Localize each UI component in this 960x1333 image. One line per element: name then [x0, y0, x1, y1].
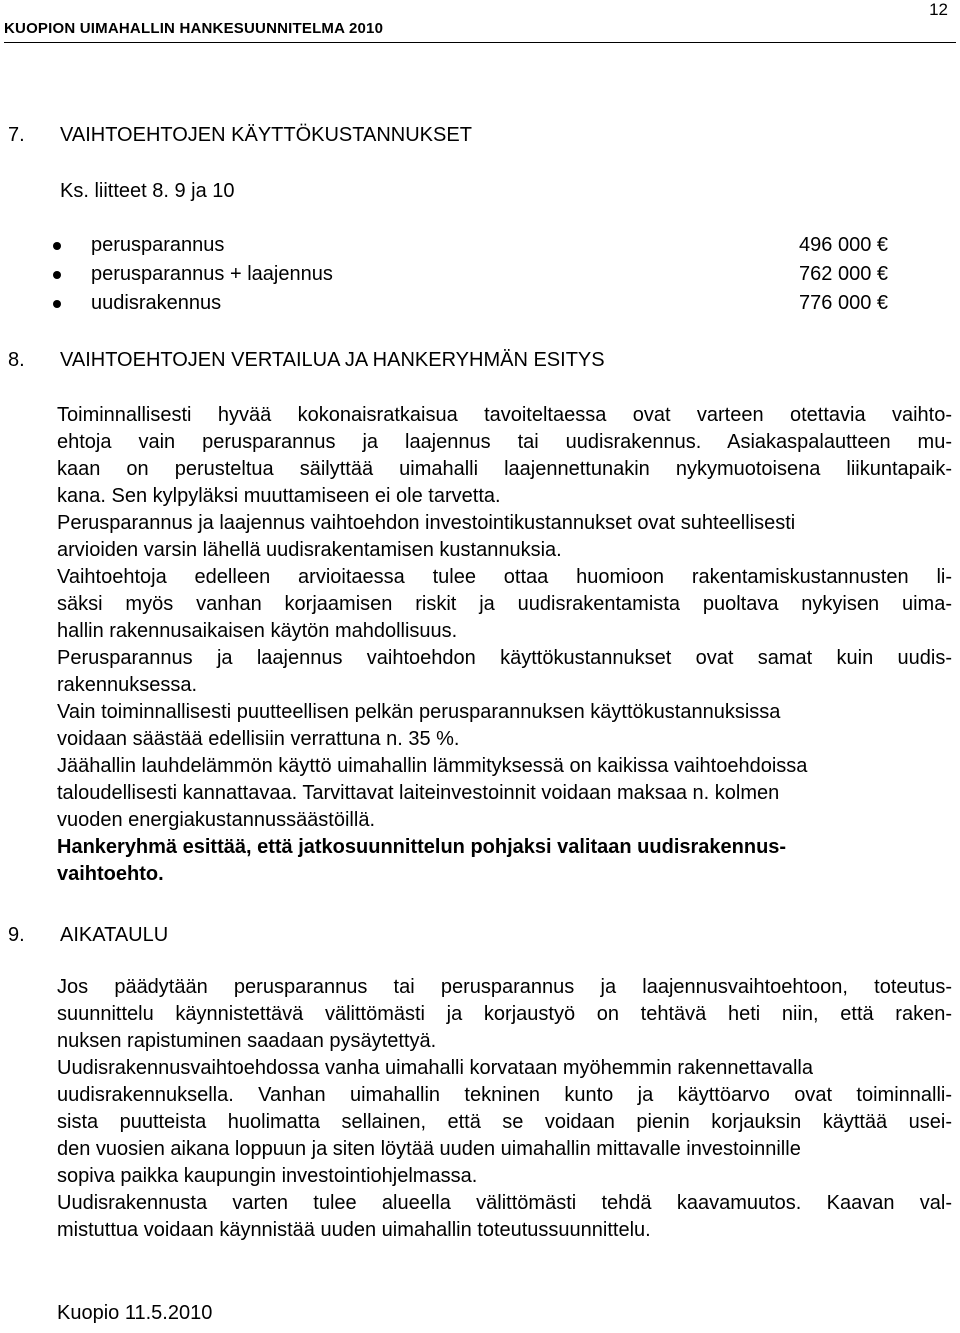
list-item	[48, 231, 888, 260]
proposal-line: Hankeryhmä esittää, että jatkosuunnittelun pohjaksi valitaan uudisrakennus-	[57, 836, 787, 858]
body-line: vuoden energiakustannussäästöillä.	[57, 809, 375, 831]
body-line: arvioiden varsin lähellä uudisrakentamisen kustannuksia.	[57, 539, 562, 561]
section-8-number: 8.	[8, 349, 25, 371]
body-line: voidaan säästää edellisiin verrattuna n. 35 %.	[57, 728, 460, 750]
cost-list	[48, 231, 888, 318]
list-item	[48, 260, 888, 289]
list-item-amount: 776 000 €	[799, 292, 888, 314]
body-line: sopiva paikka kaupungin investointiohjelmassa.	[57, 1165, 478, 1187]
list-item-label: perusparannus	[91, 234, 225, 256]
body-line: Vaihtoehtoja edelleen arvioitaessa tulee ottaa huomioon rakentamiskustannusten li-	[57, 566, 952, 588]
body-line: suunnittelu käynnistettävä välittömästi ja korjaustyö on tehtävä heti niin, että raken-	[57, 1003, 952, 1025]
list-item	[48, 289, 888, 318]
body-line: Jäähallin lauhdelämmön käyttö uimahallin lämmityksessä on kaikissa vaihtoehdoissa	[57, 755, 808, 777]
body-line: Uudisrakennusvaihtoehdossa vanha uimahalli korvataan myöhemmin rakennettavalla	[57, 1057, 813, 1079]
section-9-number: 9.	[8, 924, 25, 946]
bullet-icon	[53, 242, 61, 250]
place-date: Kuopio 11.5.2010	[57, 1302, 213, 1324]
body-line: Perusparannus ja laajennus vaihtoehdon investointikustannukset ovat suhteellisesti	[57, 512, 796, 534]
running-header: KUOPION UIMAHALLIN HANKESUUNNITELMA 2010	[4, 20, 384, 37]
list-item-amount: 496 000 €	[799, 234, 888, 256]
body-line: Jos päädytään perusparannus tai perusparannus ja laajennusvaihtoehtoon, toteutus-	[57, 976, 952, 998]
section-8-body	[57, 402, 952, 888]
body-line: taloudellisesti kannattavaa. Tarvittavat laiteinvestoinnit voidaan maksaa n. kolmen	[57, 782, 780, 804]
section-9-title: AIKATAULU	[60, 924, 169, 946]
proposal-line: vaihtoehto.	[57, 863, 164, 885]
section-8-title: VAIHTOEHTOJEN VERTAILUA JA HANKERYHMÄN ESITYS	[60, 349, 605, 371]
body-line: sista puutteista huolimatta sellainen, että se voidaan pienin korjauksin käyttää usei-	[57, 1111, 952, 1133]
section-9-body	[57, 974, 952, 1244]
body-line: rakennuksessa.	[57, 674, 198, 696]
body-line: kaan on perusteltua säilyttää uimahalli laajennettunakin nykymuotoisena liikuntapaik-	[57, 458, 952, 480]
body-line: den vuosien aikana loppuun ja siten löytää uuden uimahallin mittavalle investoinnille	[57, 1138, 801, 1160]
body-line: uudisrakennuksella. Vanhan uimahallin tekninen kunto ja käyttöarvo ovat toiminnalli-	[57, 1084, 952, 1106]
body-line: mistuttua voidaan käynnistää uuden uimahallin toteutussuunnittelu.	[57, 1219, 651, 1241]
body-line: Uudisrakennusta varten tulee alueella välittömästi tehdä kaavamuutos. Kaavan val-	[57, 1192, 952, 1214]
body-line: nuksen rapistuminen saadaan pysäytettyä.	[57, 1030, 437, 1052]
header-rule	[4, 42, 956, 43]
page-number: 12	[929, 0, 948, 19]
body-line: Perusparannus ja laajennus vaihtoehdon käyttökustannukset ovat samat kuin uudis-	[57, 647, 952, 669]
bullet-icon	[53, 271, 61, 279]
list-item-amount: 762 000 €	[799, 263, 888, 285]
section-7-reference: Ks. liitteet 8. 9 ja 10	[60, 180, 235, 202]
body-line: Toiminnallisesti hyvää kokonaisratkaisua tavoiteltaessa ovat varteen otettavia vaihto-	[57, 404, 952, 426]
section-7-title: VAIHTOEHTOJEN KÄYTTÖKUSTANNUKSET	[60, 124, 472, 146]
body-line: Vain toiminnallisesti puutteellisen pelkän perusparannuksen käyttökustannuksissa	[57, 701, 781, 723]
section-7-number: 7.	[8, 124, 25, 146]
body-line: hallin rakennusaikaisen käytön mahdollisuus.	[57, 620, 458, 642]
bullet-icon	[53, 300, 61, 308]
body-line: kana. Sen kylpyläksi muuttamiseen ei ole tarvetta.	[57, 485, 501, 507]
list-item-label: perusparannus + laajennus	[91, 263, 333, 285]
body-line: säksi myös vanhan korjaamisen riskit ja uudisrakentamista puoltava nykyisen uima-	[57, 593, 952, 615]
body-line: ehtoja vain perusparannus ja laajennus tai uudisrakennus. Asiakaspalautteen mu-	[57, 431, 952, 453]
list-item-label: uudisrakennus	[91, 292, 222, 314]
